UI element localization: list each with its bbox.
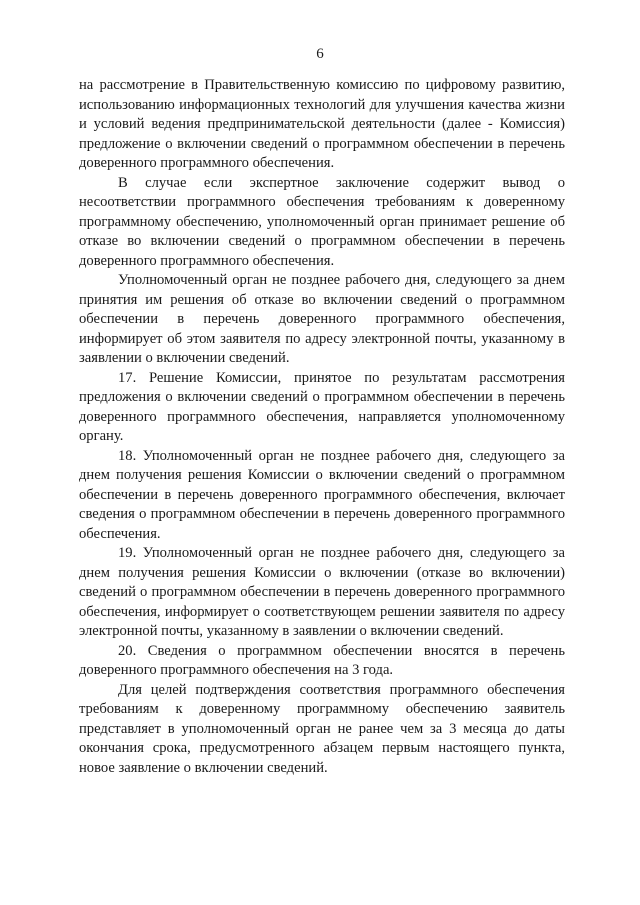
paragraph-refusal-notification: Уполномоченный орган не позднее рабочего дня, следующего за днем принятия им решения об отказе во включении сведений о программном обеспечении в перечень доверенного программного обеспечения, информирует об этом заявителя по адресу электронной почты, указанному в заявлении о включении сведений. xyxy=(79,272,565,366)
paragraph-item-18: 18. Уполномоченный орган не позднее рабочего дня, следующего за днем получения решения Комиссии о включении сведений о программном обеспечении в перечень доверенного программного обеспечения, включает сведения о программном обеспечении в перечень доверенного программного обеспечения. xyxy=(79,447,565,542)
paragraph-item-20: 20. Сведения о программном обеспечении вносятся в перечень доверенного программного обеспечения на 3 года. xyxy=(79,642,565,678)
page-number: 6 xyxy=(316,46,324,62)
paragraph-item-17: 17. Решение Комиссии, принятое по результатам рассмотрения предложения о включении сведений о программном обеспечении в перечень доверенного программного обеспечения, направляется уполномоченному органу. xyxy=(79,369,565,444)
paragraph-continuation: на рассмотрение в Правительственную комиссию по цифровому развитию, использованию информационных технологий для улучшения качества жизни и условий ведения предпринимательской деятельности (далее - Комиссия) предложение о включении сведений о программном обеспечении в перечень доверенного программного обеспечения. xyxy=(79,77,565,171)
paragraph-negative-conclusion: В случае если экспертное заключение содержит вывод о несоответствии программного обеспечения требованиям к доверенному программному обеспечению, уполномоченный орган принимает решение об отказе во включении сведений о программном обеспечении в перечень доверенного программного обеспечения. xyxy=(79,174,565,269)
paragraph-item-19: 19. Уполномоченный орган не позднее рабочего дня, следующего за днем получения решения Комиссии о включении (отказе во включении) сведений о программном обеспечении в перечень доверенного программного обеспечения, информирует о соответствующем решении заявителя по адресу электронной почты, указанному в заявлении о включении сведений. xyxy=(79,545,565,639)
document-body xyxy=(79,76,565,778)
paragraph-renewal: Для целей подтверждения соответствия программного обеспечения требованиям к доверенному программному обеспечению заявитель представляет в уполномоченный орган не ранее чем за 3 месяца до даты окончания срока, предусмотренного абзацем первым настоящего пункта, новое заявление о включении сведений. xyxy=(79,681,565,776)
